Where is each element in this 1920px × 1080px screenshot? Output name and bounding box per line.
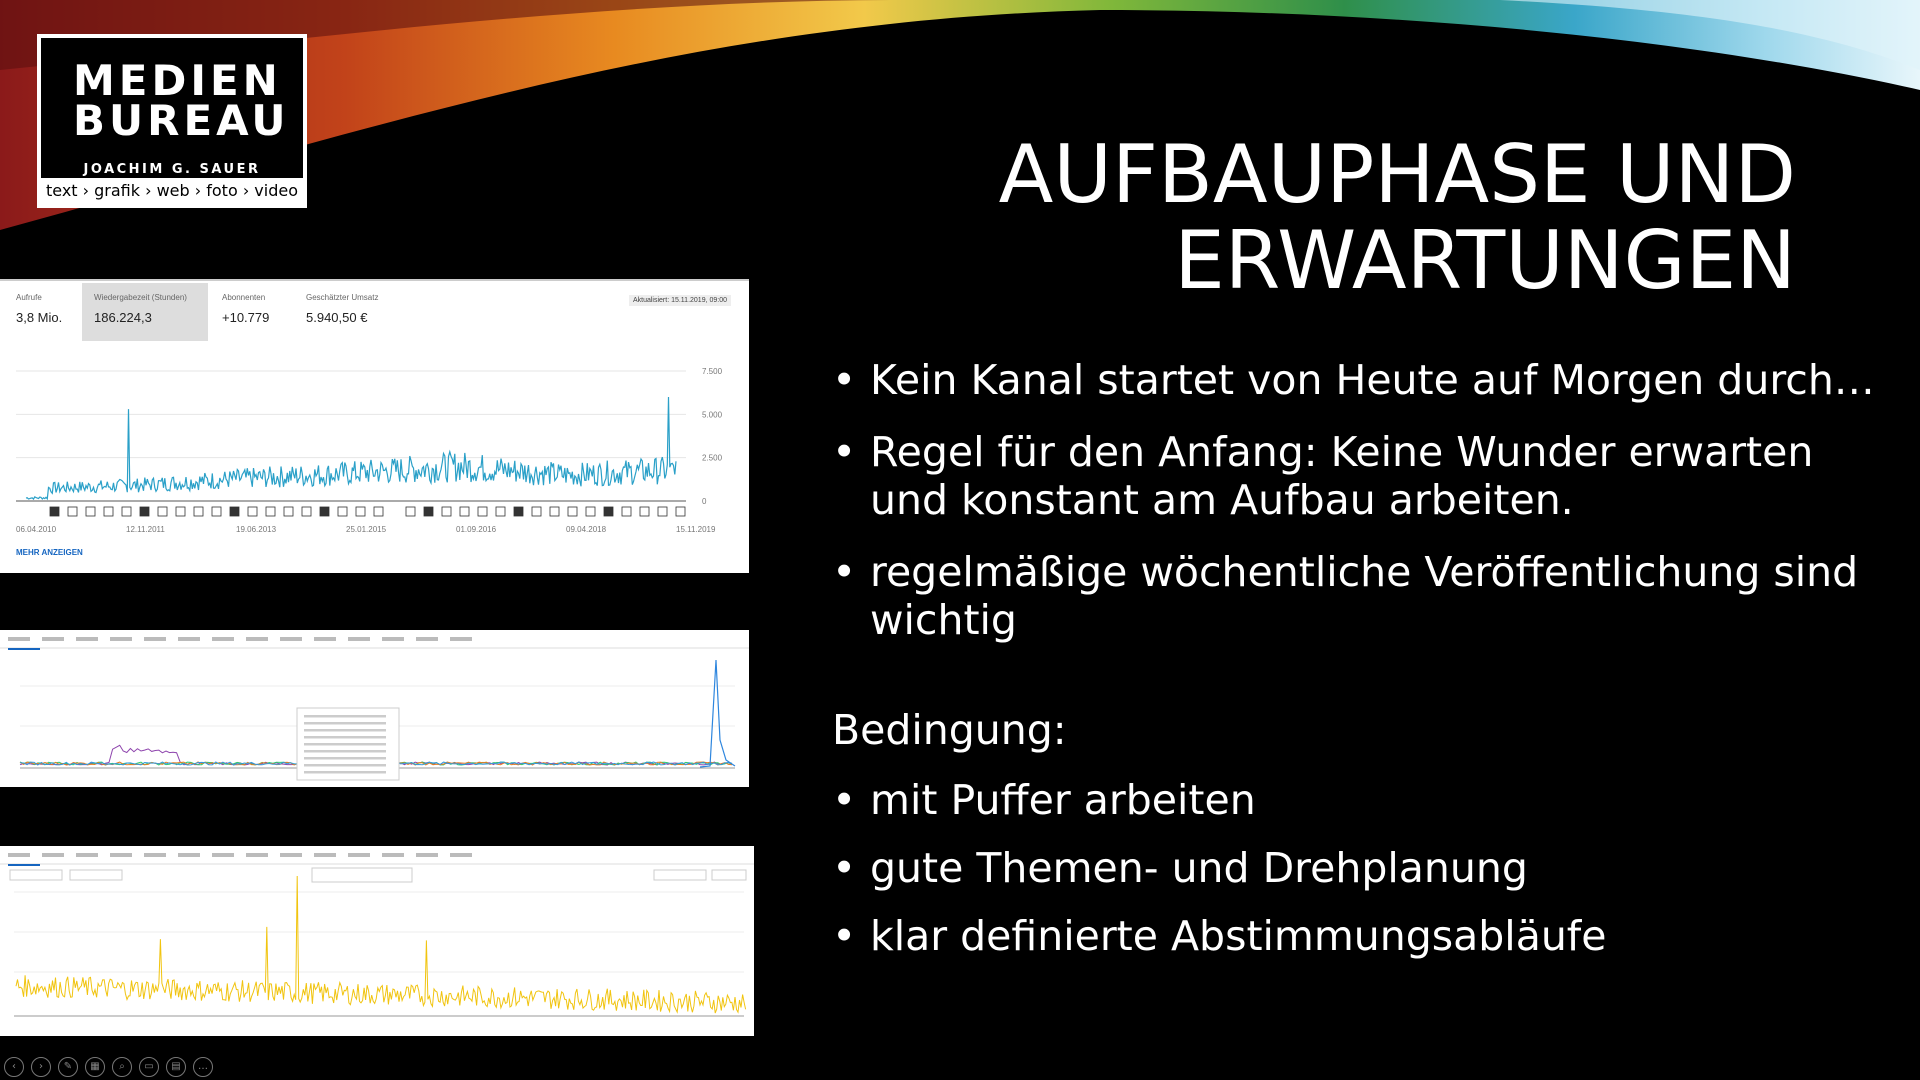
tooltip-row <box>304 736 386 739</box>
annotation-marker <box>496 507 505 516</box>
annotation-marker <box>86 507 95 516</box>
tab-label <box>42 637 64 641</box>
annotation-marker <box>658 507 667 516</box>
logo-line1: MEDIEN <box>73 56 282 105</box>
y-tick-label: 7.500 <box>702 367 723 376</box>
annotation-marker <box>640 507 649 516</box>
stat-value: +10.779 <box>222 310 270 325</box>
tooltip-row <box>304 729 386 732</box>
tab-label <box>76 853 98 857</box>
tooltip-row <box>304 722 386 725</box>
annotation-marker <box>284 507 293 516</box>
tab-label <box>280 637 302 641</box>
video-panel <box>0 846 754 1036</box>
tab-label <box>76 637 98 641</box>
x-tick-label: 25.01.2015 <box>346 525 387 534</box>
logo-line2: BUREAU <box>73 96 290 145</box>
tab-label <box>314 637 336 641</box>
pen-icon[interactable]: ✎ <box>58 1057 78 1077</box>
video-chart <box>0 846 754 1036</box>
tab-label <box>110 637 132 641</box>
x-tick-label: 01.09.2016 <box>456 525 497 534</box>
title-line-2: ERWARTUNGEN <box>1174 214 1796 307</box>
annotation-marker <box>460 507 469 516</box>
presentation-controls <box>4 1054 220 1078</box>
annotation-marker <box>140 507 149 516</box>
annotation-marker <box>194 507 203 516</box>
subtitles-icon[interactable]: ▤ <box>166 1057 186 1077</box>
bullet-item: • Regel für den Anfang: Keine Wunder erwarten und konstant am Aufbau arbeiten. <box>832 428 1892 524</box>
more-icon[interactable]: … <box>193 1057 213 1077</box>
tab-label <box>416 853 438 857</box>
annotation-marker <box>266 507 275 516</box>
tab-label <box>280 853 302 857</box>
tab-label <box>348 637 370 641</box>
stat-value: 186.224,3 <box>94 310 152 325</box>
slides-icon[interactable]: ▦ <box>85 1057 105 1077</box>
watchtime-chart <box>0 351 749 571</box>
x-tick-label: 09.04.2018 <box>566 525 607 534</box>
x-tick-label: 12.11.2011 <box>126 525 165 534</box>
annotation-marker <box>586 507 595 516</box>
condition-label: Bedingung: <box>832 706 1067 754</box>
stat-value: 3,8 Mio. <box>16 310 63 325</box>
next-icon[interactable]: › <box>31 1057 51 1077</box>
annotation-marker <box>122 507 131 516</box>
prev-icon[interactable]: ‹ <box>4 1057 24 1077</box>
y-tick-label: 2.500 <box>702 453 723 463</box>
annotation-marker <box>406 507 415 516</box>
dropdown <box>10 870 62 880</box>
stat-label: Abonnenten <box>222 293 266 302</box>
slide-title <box>998 128 1796 307</box>
bullet-list <box>832 356 1892 980</box>
tab-label <box>178 853 200 857</box>
tooltip-row <box>304 764 386 767</box>
annotation-marker <box>212 507 221 516</box>
condition-item: • gute Themen- und Drehplanung <box>832 844 1892 892</box>
analytics-panel <box>0 279 749 573</box>
annotation-marker <box>532 507 541 516</box>
zoom-icon[interactable]: ⌕ <box>112 1057 132 1077</box>
annotation-marker <box>424 507 433 516</box>
tab-label <box>314 853 336 857</box>
stat-watchtime[interactable] <box>82 283 208 341</box>
tab-label <box>246 637 268 641</box>
annotation-marker <box>676 507 685 516</box>
tab-label <box>348 853 370 857</box>
tab-label <box>416 637 438 641</box>
logo-tagline: text › grafik › web › foto › video <box>41 178 303 204</box>
annotation-marker <box>622 507 631 516</box>
logo <box>37 34 307 208</box>
tab-label <box>8 637 30 641</box>
tooltip-row <box>304 757 386 760</box>
stat-label: Aufrufe <box>16 293 42 302</box>
title-line-1: AUFBAUPHASE UND <box>998 128 1796 221</box>
comparison-panel <box>0 630 749 787</box>
tab-label <box>212 853 234 857</box>
annotation-marker <box>442 507 451 516</box>
annotation-marker <box>50 507 59 516</box>
tab-label <box>8 853 30 857</box>
logo-name: JOACHIM G. SAUER <box>83 162 261 177</box>
tab-label <box>382 637 404 641</box>
annotation-marker <box>104 507 113 516</box>
annotation-marker <box>320 507 329 516</box>
tooltip-row <box>304 743 386 746</box>
stat-subscribers <box>222 293 269 325</box>
annotation-marker <box>68 507 77 516</box>
dropdown <box>70 870 122 880</box>
tab-label <box>144 853 166 857</box>
x-tick-label: 15.11.2019 <box>676 525 716 534</box>
tab-label <box>246 853 268 857</box>
annotation-marker <box>550 507 559 516</box>
bullet-item: • Kein Kanal startet von Heute auf Morgen durch… <box>832 356 1892 404</box>
tab-label <box>178 637 200 641</box>
tooltip-row <box>304 771 386 774</box>
y-tick-label: 5.000 <box>702 410 723 420</box>
watchtime-series-line <box>26 397 676 499</box>
annotation-marker <box>158 507 167 516</box>
annotation-marker <box>478 507 487 516</box>
comparison-chart <box>0 630 749 787</box>
tooltip-row <box>304 750 386 753</box>
dropdown <box>712 870 746 880</box>
x-tick-label: 19.06.2013 <box>236 525 277 534</box>
annotation-marker <box>302 507 311 516</box>
video-series-line <box>16 876 746 1013</box>
annotation-marker <box>356 507 365 516</box>
stat-views <box>16 293 62 325</box>
annotation-marker <box>568 507 577 516</box>
stat-value: 5.940,50 € <box>306 310 368 325</box>
annotation-marker <box>514 507 523 516</box>
tooltip-row <box>304 715 386 718</box>
more-link[interactable]: MEHR ANZEIGEN <box>16 548 83 557</box>
annotation-marker <box>374 507 383 516</box>
tooltip-box <box>312 868 412 882</box>
condition-item: • klar definierte Abstimmungsabläufe <box>832 912 1892 960</box>
tab-label <box>144 637 166 641</box>
comparison-spike-line <box>700 660 735 767</box>
bullet-item: • regelmäßige wöchentliche Veröffentlichung sind wichtig <box>832 548 1892 644</box>
screen-icon[interactable]: ▭ <box>139 1057 159 1077</box>
stat-revenue <box>306 293 378 325</box>
y-tick-label: 0 <box>702 497 707 506</box>
condition-item: • mit Puffer arbeiten <box>832 776 1892 824</box>
tab-label <box>212 637 234 641</box>
tab-label <box>42 853 64 857</box>
annotation-marker <box>176 507 185 516</box>
tab-label <box>450 637 472 641</box>
updated-badge: Aktualisiert: 15.11.2019, 09:00 <box>629 295 731 306</box>
annotation-marker <box>338 507 347 516</box>
tab-label <box>110 853 132 857</box>
tab-label <box>450 853 472 857</box>
dropdown <box>654 870 706 880</box>
annotation-marker <box>230 507 239 516</box>
x-tick-label: 06.04.2010 <box>16 525 57 534</box>
stat-label: Geschätzter Umsatz <box>306 293 379 302</box>
annotation-marker <box>604 507 613 516</box>
annotation-marker <box>248 507 257 516</box>
stat-label: Wiedergabezeit (Stunden) <box>94 293 187 302</box>
tab-label <box>382 853 404 857</box>
